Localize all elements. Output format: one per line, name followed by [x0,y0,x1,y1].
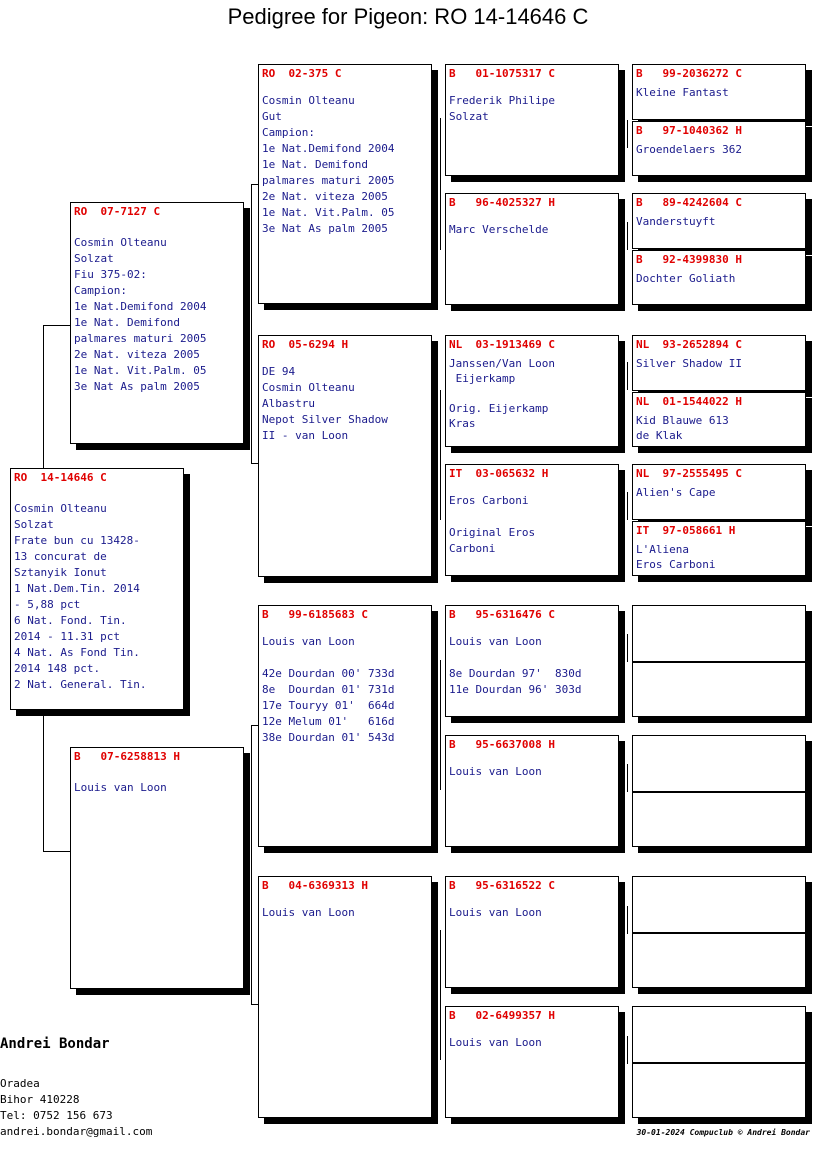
pigeon-details: Vanderstuyft [636,215,716,228]
sire-card[interactable] [70,202,244,444]
pigeon-details: Eros Carboni Original Eros Carboni [449,494,536,555]
pigeon-details: L'Aliena Eros Carboni [636,543,716,571]
connector-line [440,390,441,520]
pigeon-details: Louis van Loon [449,1036,542,1049]
connector-line [440,930,441,1060]
grandparent-card[interactable] [258,876,432,1118]
pigeon-details: Louis van Loon [262,906,355,919]
owner-name: Andrei Bondar [0,1036,110,1052]
connector-line [627,764,628,792]
connector-line [627,906,628,934]
grandparent-card[interactable] [258,64,432,304]
page-title: Pedigree for Pigeon: RO 14-14646 C [227,4,589,29]
connector-line [627,120,628,148]
ring-number: IT 03-065632 H [449,467,549,480]
great-grandparent-card[interactable] [445,335,619,447]
ring-number: B 95-6316522 C [449,879,555,892]
connector-line [43,325,70,326]
connector-line [251,1004,258,1005]
ring-number: B 96-4025327 H [449,196,555,209]
pigeon-details: Cosmin Olteanu Solzat Fiu 375-02: Campion: 1e Nat.Demifond 2004 1e Nat. Demifond palmares maturi 2005 2e Nat. viteza 2005 1e Nat. Vit.Palm. 05 3e Nat As palm 2005 [74,236,207,393]
pigeon-details: Louis van Loon [449,906,542,919]
pigeon-details: Alien's Cape [636,486,716,499]
grandparent-card[interactable] [258,605,432,847]
pigeon-details: Cosmin Olteanu Solzat Frate bun cu 13428- 13 concurat de Sztanyik Ionut 1 Nat.Dem.Tin. 2014 - 5,88 pct 6 Nat. Fond. Tin. 2014 - 11.31 pct 4 Nat. As Fond Tin. 2014 148 pct. 2 Nat. General. Tin. [14,502,147,691]
ring-number: B 95-6637008 H [449,738,555,751]
pigeon-details: Groendelaers 362 [636,143,742,156]
great-grandparent-card[interactable] [445,193,619,305]
ancestor-card[interactable] [632,250,806,305]
ancestor-card[interactable] [632,64,806,120]
connector-line [43,325,44,470]
ancestor-card[interactable] [632,392,806,447]
ancestor-card[interactable] [632,464,806,520]
pigeon-details: Silver Shadow II [636,357,742,370]
connector-line [627,634,628,662]
ring-number: IT 97-058661 H [636,524,736,537]
pigeon-details: Louis van Loon [449,765,542,778]
ancestor-card-empty[interactable] [632,662,806,717]
great-grandparent-card[interactable] [445,464,619,576]
pigeon-details: Janssen/Van Loon Eijerkamp Orig. Eijerkamp Kras [449,357,555,430]
ancestor-card[interactable] [632,335,806,391]
great-grandparent-card[interactable] [445,64,619,176]
great-grandparent-card[interactable] [445,1006,619,1118]
pigeon-details: Dochter Goliath [636,272,736,285]
ring-number: B 99-6185683 C [262,608,368,621]
connector-line [627,362,628,390]
great-grandparent-card[interactable] [445,605,619,717]
ancestor-card-empty[interactable] [632,876,806,933]
ancestor-card-empty[interactable] [632,933,806,988]
ring-number: B 04-6369313 H [262,879,368,892]
pigeon-details: DE 94 Cosmin Olteanu Albastru Nepot Silver Shadow II - van Loon [262,365,388,442]
ancestor-card-empty[interactable] [632,605,806,662]
ring-number: NL 01-1544022 H [636,395,742,408]
ring-number: B 92-4399830 H [636,253,742,266]
ring-number: RO 14-14646 C [14,471,107,484]
owner-address: Oradea Bihor 410228 Tel: 0752 156 673 andrei.bondar@gmail.com [0,1077,153,1138]
connector-line [440,660,441,790]
ring-number: B 95-6316476 C [449,608,555,621]
subject-pigeon-card[interactable] [10,468,184,710]
pigeon-details: Louis van Loon [74,781,167,794]
connector-line [627,492,628,520]
pigeon-details: Louis van Loon 42e Dourdan 00' 733d 8e Dourdan 01' 731d 17e Touryy 01' 664d 12e Melum 01' 616d 38e Dourdan 01' 543d [262,635,395,744]
ring-number: B 97-1040362 H [636,124,742,137]
pigeon-details: Frederik Philipe Solzat [449,94,555,123]
ring-number: NL 93-2652894 C [636,338,742,351]
ring-number: RO 05-6294 H [262,338,349,351]
pigeon-details: Louis van Loon 8e Dourdan 97' 830d 11e Dourdan 96' 303d [449,635,582,696]
ring-number: RO 07-7127 C [74,205,161,218]
ancestor-card-empty[interactable] [632,792,806,847]
great-grandparent-card[interactable] [445,876,619,988]
connector-line [43,710,44,852]
connector-line [43,851,70,852]
connector-line [627,222,628,250]
ring-number: NL 97-2555495 C [636,467,742,480]
connector-line [251,725,258,726]
ancestor-card-empty[interactable] [632,735,806,792]
ancestor-card-empty[interactable] [632,1063,806,1118]
connector-line [251,463,258,464]
ring-number: B 02-6499357 H [449,1009,555,1022]
dam-card[interactable] [70,747,244,989]
ring-number: B 89-4242604 C [636,196,742,209]
connector-line [251,184,252,464]
pigeon-details: Kleine Fantast [636,86,729,99]
ancestor-card[interactable] [632,121,806,176]
grandparent-card[interactable] [258,335,432,577]
connector-line [627,1036,628,1064]
ancestor-card[interactable] [632,521,806,576]
ring-number: B 01-1075317 C [449,67,555,80]
footer-credit: 30-01-2024 Compuclub © Andrei Bondar [636,1128,810,1137]
ring-number: NL 03-1913469 C [449,338,555,351]
pigeon-details: Marc Verschelde [449,223,549,236]
great-grandparent-card[interactable] [445,735,619,847]
ring-number: B 99-2036272 C [636,67,742,80]
connector-line [440,118,441,250]
ancestor-card[interactable] [632,193,806,249]
ring-number: RO 02-375 C [262,67,342,80]
connector-line [251,184,258,185]
ancestor-card-empty[interactable] [632,1006,806,1063]
pigeon-details: Cosmin Olteanu Gut Campion: 1e Nat.Demifond 2004 1e Nat. Demifond palmares maturi 2005 2e Nat. viteza 2005 1e Nat. Vit.Palm. 05 3e Nat As palm 2005 [262,94,395,235]
pigeon-details: Kid Blauwe 613 de Klak [636,414,729,442]
connector-line [251,725,252,1005]
ring-number: B 07-6258813 H [74,750,180,763]
